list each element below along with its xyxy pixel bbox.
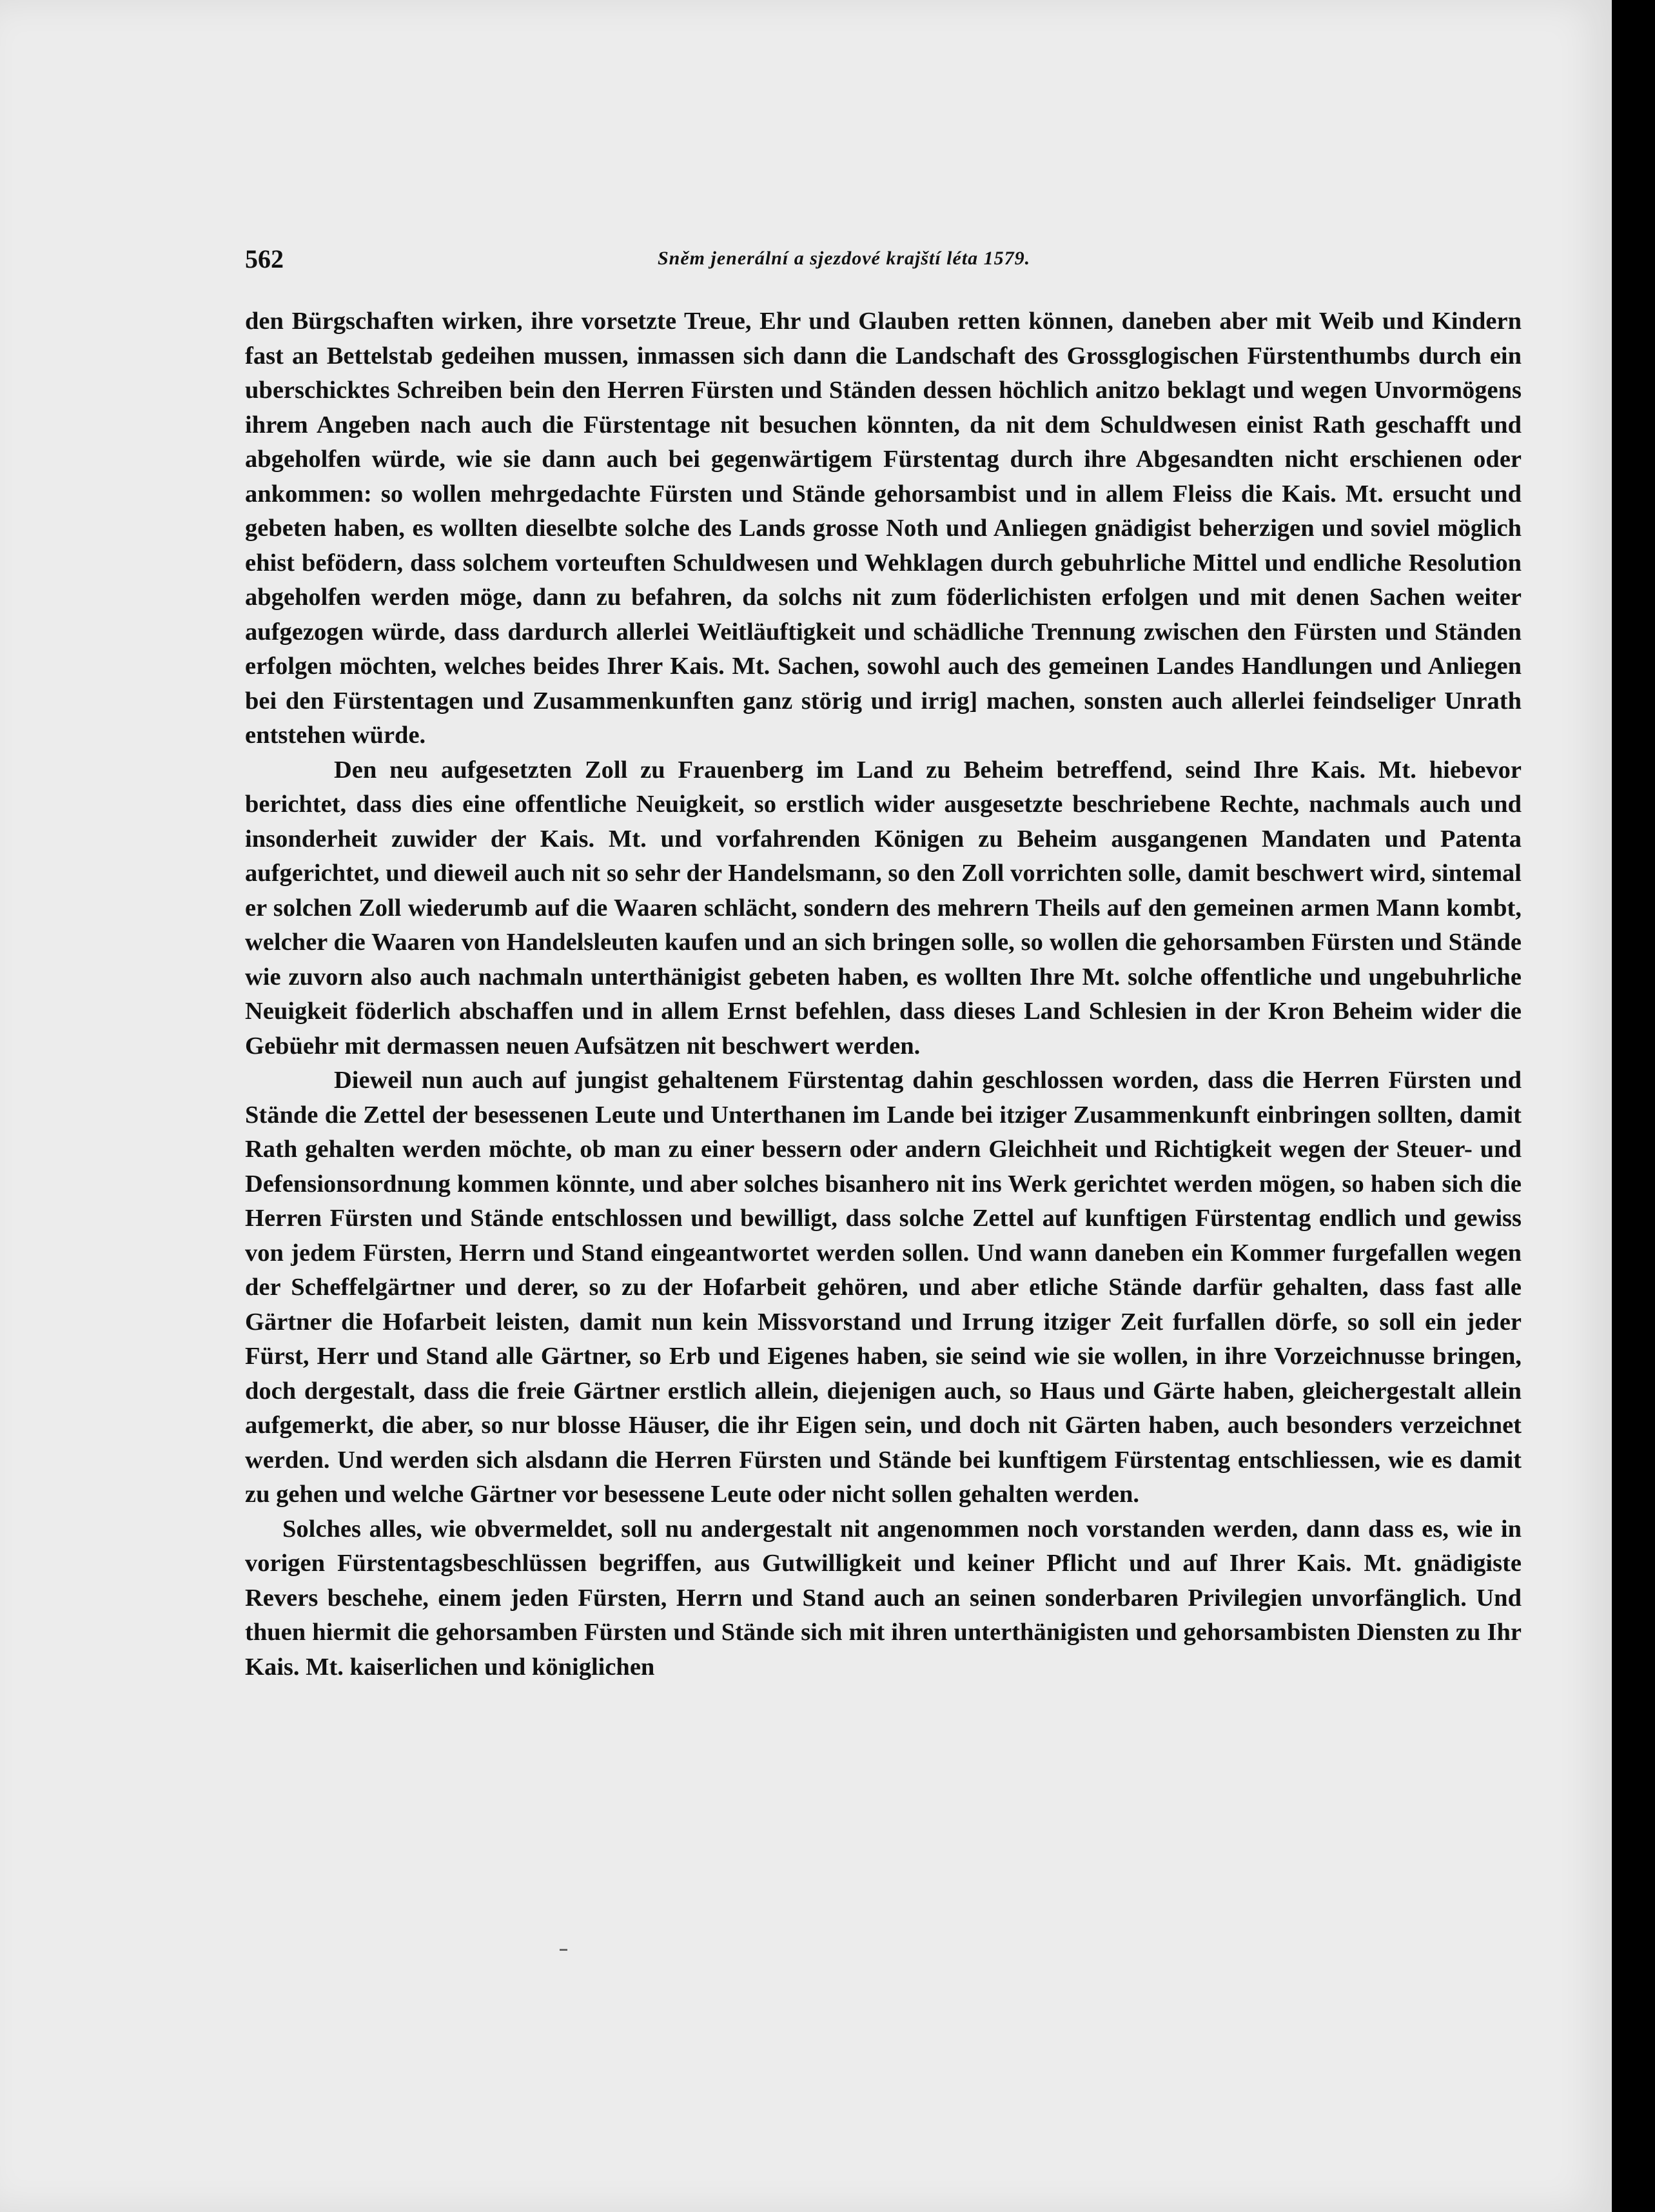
page-header <box>245 244 1522 276</box>
scan-speck <box>560 1949 567 1951</box>
paragraph: den Bürgschaften wirken, ihre vorsetzte Treue, Ehr und Glauben retten können, daneben aber mit Weib und Kindern fast an Bettelstab gedeihen mussen, inmassen sich dann die Landschaft des Grossglogischen Fürstenthumbs durch ein uberschicktes Schreiben bein den Herren Fürsten und Ständen dessen höchlich anitzo beklagt und wegen Unvormögens ihrem Angeben nach auch die Fürstentage nit besuchen könnten, da nit dem Schuldwesen einist Rath geschafft und abgeholfen würde, wie sie dann auch bei gegenwärtigem Fürstentag durch ihre Abgesandten nicht erschienen oder ankommen: so wollen mehrgedachte Fürsten und Stände gehorsambist und in allem Fleiss die Kais. Mt. ersucht und gebeten haben, es wollten dieselbte solche des Lands grosse Noth und Anliegen gnädigist beherzigen und soviel möglich ehist befödern, dass solchem vorteuften Schuldwesen und Wehklagen durch gebuhrliche Mittel und endliche Resolution abgeholfen werden möge, dann zu befahren, da solchs nit zum föderlichisten erfolgen und mit denen Sachen weiter aufgezogen würde, dass dardurch allerlei Weitläuftigkeit und schädliche Trennung zwischen den Fürsten und Ständen erfolgen möchten, welches beides Ihrer Kais. Mt. Sachen, sowohl auch des gemeinen Landes Handlungen und Anliegen bei den Fürstentagen und Zusammenkunften ganz störig und irrig] machen, sonsten auch allerlei feindseliger Unrath entstehen würde. <box>245 308 1522 749</box>
paragraph: Dieweil nun auch auf jungist gehaltenem Fürstentag dahin geschlossen worden, dass die Herren Fürsten und Stände die Zettel der besessenen Leute und Unterthanen im Lande bei itziger Zusammenkunft einbringen sollten, damit Rath gehalten werden möchte, ob man zu einer bessern oder andern Gleichheit und Richtigkeit wegen der Steuer- und Defensionsordnung kommen könnte, und aber solches bisanhero nit ins Werk gerichtet werden mögen, so haben sich die Herren Fürsten und Stände entschlossen und bewilligt, dass solche Zettel auf kunftigen Fürstentag endlich und gewiss von jedem Fürsten, Herrn und Stand eingeantwortet werden sollen. Und wann daneben ein Kommer furgefallen wegen der Scheffelgärtner und derer, so zu der Hofarbeit gehören, und aber etliche Stände darfür gehalten, dass fast alle Gärtner die Hofarbeit leisten, damit nun kein Missvorstand und Irrung itziger Zeit furfallen dörfe, so soll ein jeder Fürst, Herr und Stand alle Gärtner, so Erb und Eigenes haben, sie seind wie sie wollen, in ihre Vorzeichnusse bringen, doch dergestalt, dass die freie Gärtner erstlich allein, diejenigen auch, so Haus und Gärte haben, gleichergestalt allein aufgemerkt, die aber, so nur blosse Häuser, die ihr Eigen sein, und doch nit Gärten haben, auch besonders verzeichnet werden. Und werden sich alsdann die Herren Fürsten und Stände bei kunftigem Fürstentag entschliessen, wie es damit zu gehen und welche Gärtner vor besessene Leute oder nicht sollen gehalten werden. <box>245 1067 1522 1508</box>
body-text <box>245 304 1522 1684</box>
paragraph: Den neu aufgesetzten Zoll zu Frauenberg im Land zu Beheim betreffend, seind Ihre Kais. Mt. hiebevor berichtet, dass dies eine offentliche Neuigkeit, so erstlich wider ausgesetzte beschriebene Rechte, nachmals auch und insonderheit zuwider der Kais. Mt. und vorfahrenden Königen zu Beheim ausgangenen Mandaten und Patenta aufgerichtet, und dieweil auch nit so sehr der Handelsmann, so den Zoll vorrichten solle, damit beschwert wird, sintemal er solchen Zoll wiederumb auf die Waaren schlächt, sondern des mehrern Theils auf den gemeinen armen Mann kombt, welcher die Waaren von Handelsleuten kaufen und an sich bringen solle, so wollen die gehorsamben Fürsten und Stände wie zuvorn also auch nachmaln unterthänigist gebeten haben, es wollten Ihre Mt. solche offentliche und ungebuhrliche Neuigkeit föderlich abschaffen und in allem Ernst befehlen, dass dieses Land Schlesien in der Kron Beheim wider die Gebüehr mit dermassen neuen Aufsätzen nit beschwert werden. <box>245 756 1522 1060</box>
page-number: 562 <box>245 244 284 273</box>
paragraph: Solches alles, wie obvermeldet, soll nu andergestalt nit angenommen noch vorstanden werden, dann dass es, wie in vorigen Fürstentagsbeschlüssen begriffen, aus Gutwilligkeit und keiner Pflicht und auf Ihrer Kais. Mt. gnädigiste Revers beschehe, einem jeden Fürsten, Herrn und Stand auch an seinen sonderbaren Privilegien unvorfänglich. Und thuen hiermit die gehorsamben Fürsten und Stände sich mit ihren unterthänigisten und gehorsambisten Diensten zu Ihr Kais. Mt. kaiserlichen und königlichen <box>245 1515 1522 1681</box>
running-title: Sněm jenerální a sjezdové krajští léta 1579. <box>658 248 1031 269</box>
